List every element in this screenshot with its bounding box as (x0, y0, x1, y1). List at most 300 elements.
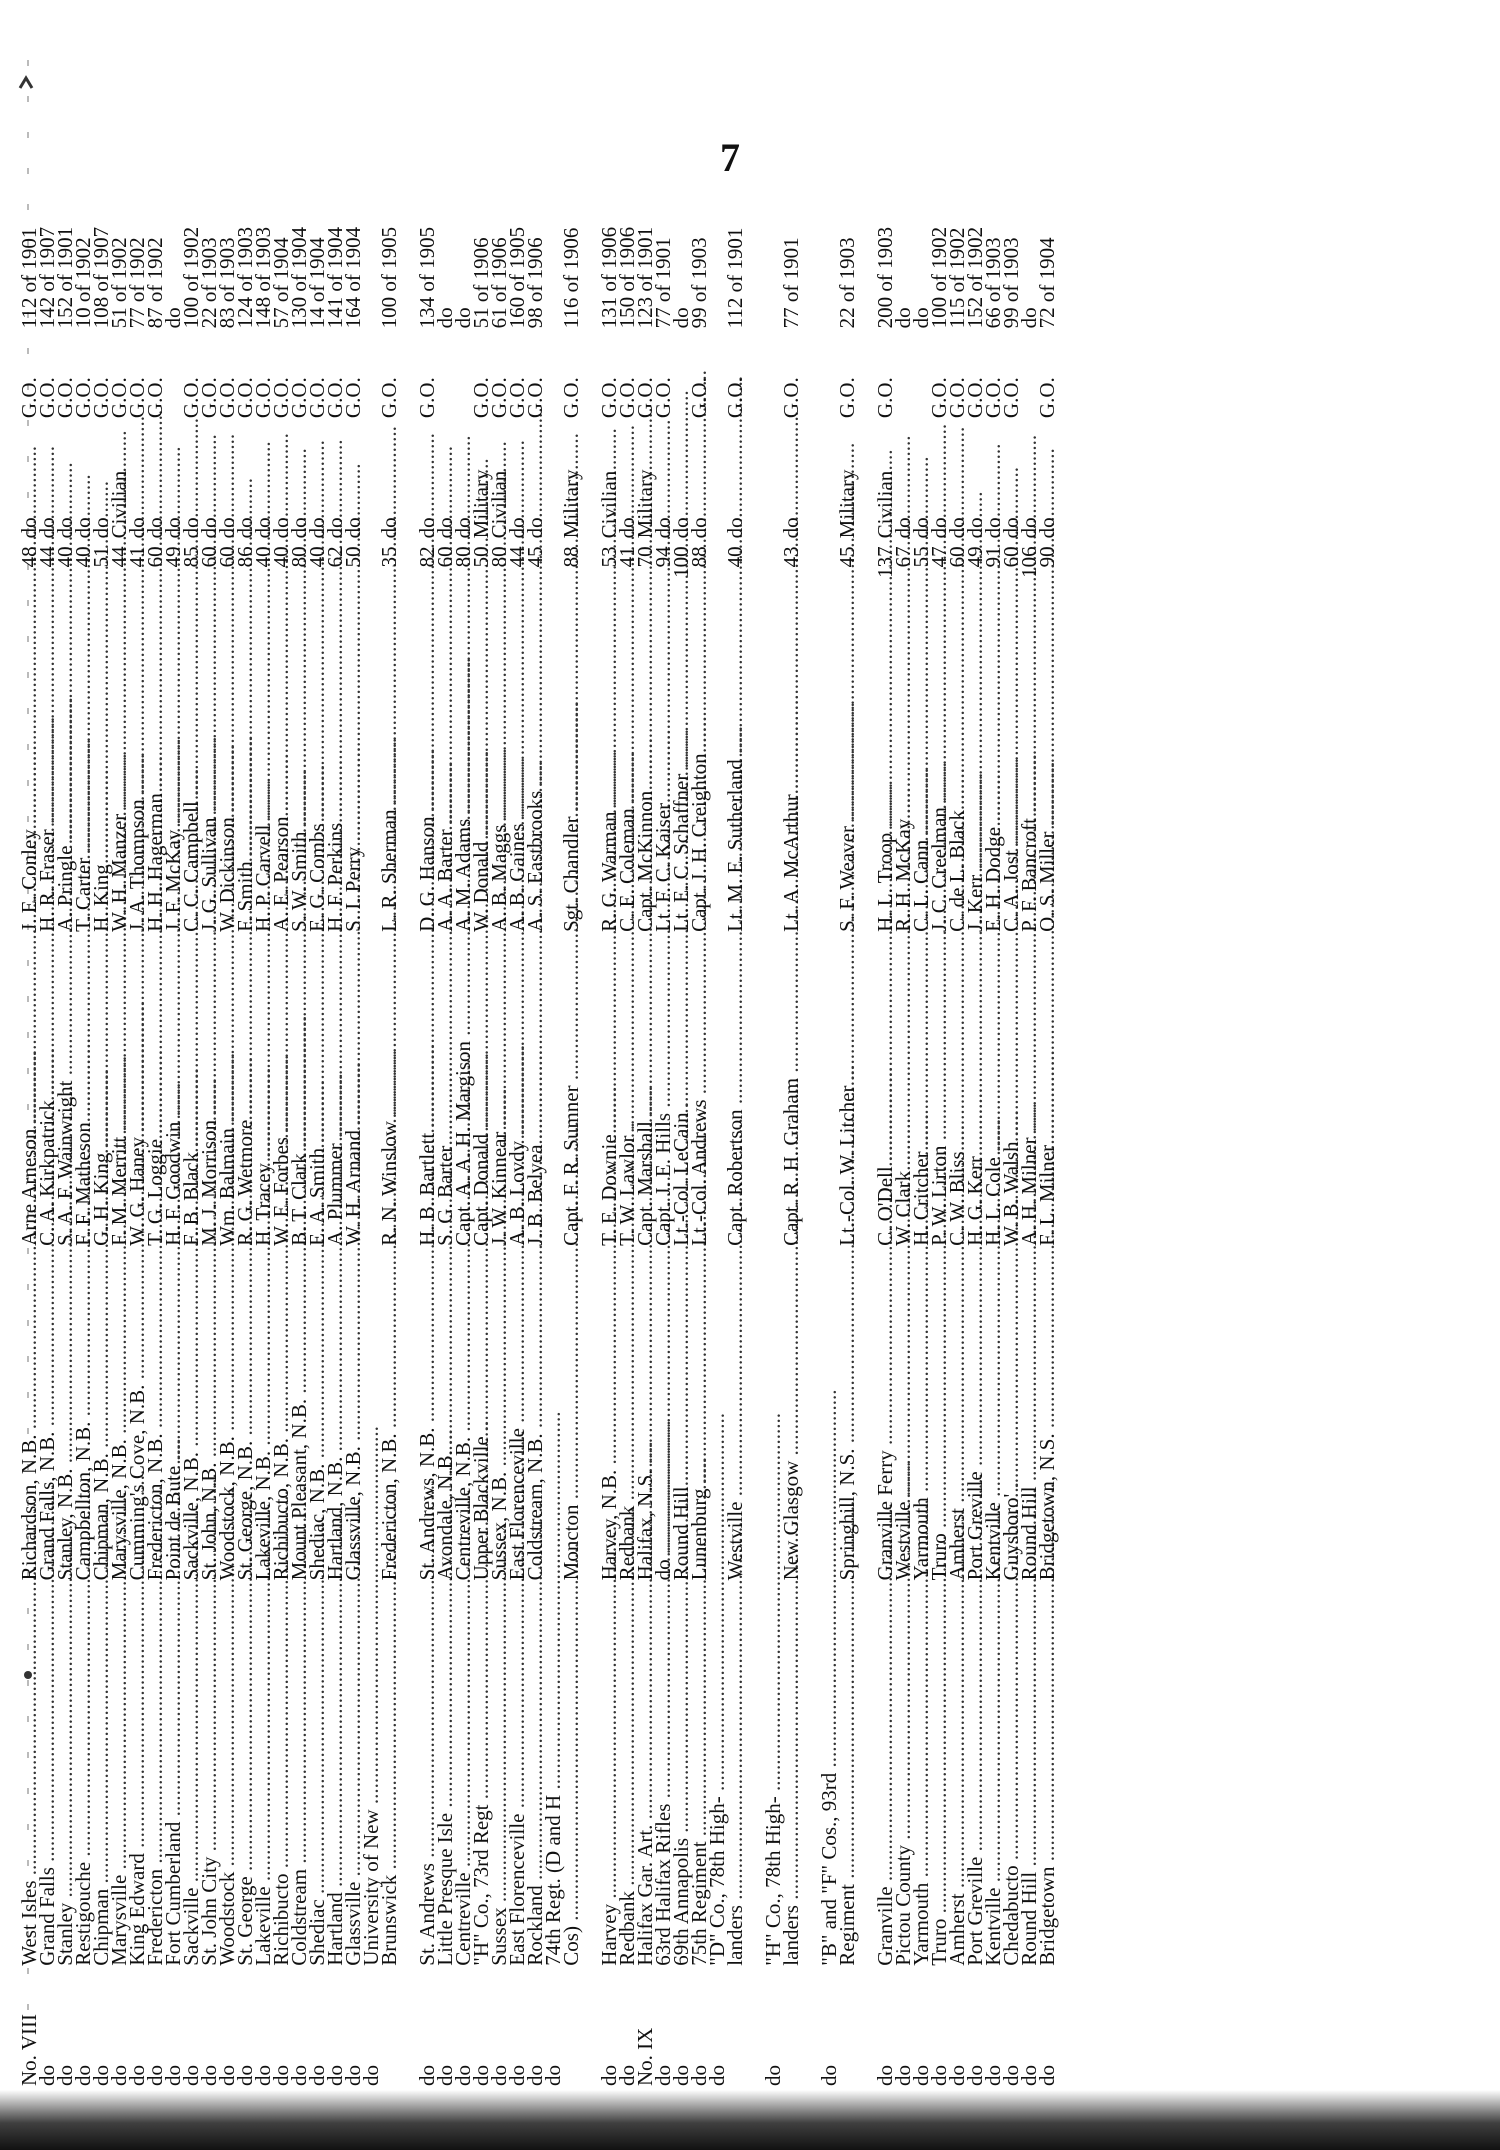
cell-by: B. T. Clark ..... (290, 936, 308, 1250)
cell-place: Stanley, N.B. ..... (56, 1250, 74, 1584)
cell-mem: 91 (981, 546, 1005, 568)
cell-place: Point de Bute ..... (164, 1250, 182, 1584)
cell-name: O. S. Miller ..... (1038, 601, 1056, 935)
cell-class: do (927, 517, 951, 539)
cell-corps: landers ..... (726, 1584, 764, 1969)
cell-corps: 75th Regiment ..... (690, 1584, 708, 1969)
cell-name: Lt. E. C. Schaffner ..... (672, 601, 690, 935)
cell-place: Woodstock, N.B. ..... (218, 1250, 236, 1584)
cell-name: R. H. McKay ..... (894, 601, 912, 935)
cell-go: G.O. (873, 377, 897, 419)
cell-dist: do (817, 2065, 841, 2086)
cell-go: G.O. (633, 377, 657, 419)
cell-corps: Centreville ..... (454, 1584, 472, 1969)
cell-dist: do (53, 2065, 77, 2086)
cell-class: do (161, 517, 185, 539)
cell-dist: do (615, 2065, 639, 2086)
cell-date: 77 of 1901 (779, 237, 803, 329)
cell-place: Coldstream, N.B. ..... (526, 1250, 544, 1584)
cell-name: E. H. Dodge ..... (984, 601, 1002, 935)
cell-class: do (269, 517, 293, 539)
cell-corps: Harvey ..... (600, 1584, 618, 1969)
cell-date: do (1017, 307, 1041, 329)
cell-go: G.O. (107, 377, 131, 419)
cell-by: H. Tracey ..... (254, 936, 272, 1250)
cell-by: W. G. Haney ..... (128, 936, 146, 1250)
cell-dist: do (963, 2065, 987, 2086)
cell-go: G.O. (651, 377, 675, 419)
cell-mem: 40 (269, 546, 293, 568)
cell-name: C. de L. Black ..... (948, 601, 966, 935)
cell-go: G.O. (487, 377, 511, 419)
cell-go: G.O. (215, 377, 239, 419)
cell-by: Lt.-Col. W. Litcher ..... (838, 936, 876, 1250)
cell-corps: Pictou County ..... (894, 1584, 912, 1969)
cell-mem: 85 (179, 546, 203, 568)
cell-date: 77 of 1902 (125, 237, 149, 329)
cell-date: do (451, 307, 475, 329)
cell-date: 116 of 1906 (559, 227, 583, 329)
cell-corps: St. John City ..... (200, 1584, 218, 1969)
cell-dist: do (541, 2065, 565, 2086)
cell-by: J. W. Kinnear ..... (490, 936, 508, 1250)
cell-place: Glassville, N.B. ..... (344, 1250, 362, 1584)
scan-edge-shadow (0, 2090, 1500, 2150)
cell-by: T. G. Loggie ..... (146, 936, 164, 1250)
cell-corps: Chedabucto ..... (1002, 1584, 1020, 1969)
cell-class: do (779, 517, 803, 539)
cell-by: W. H. Arnand ..... (344, 936, 362, 1250)
cell-place: Westville ..... (726, 1250, 764, 1584)
cell-date: 99 of 1903 (999, 237, 1023, 329)
cell-name: P. F. Bancroft ..... (1020, 601, 1038, 935)
cell-mem: 47 (927, 546, 951, 568)
cell-dist: do (651, 2065, 675, 2086)
cell-class: do (433, 517, 457, 539)
cell-name: J. F. McKay ..... (164, 601, 182, 935)
cell-go: G.O. (269, 377, 293, 419)
cell-mem: 82 (415, 546, 439, 568)
cell-corps: "H" Co., 73rd Regt ..... (472, 1584, 490, 1969)
cell-go: G.O. (17, 377, 41, 419)
cell-date: 87 of 1902 (143, 237, 167, 329)
cell-corps: Brunswick ..... (380, 1584, 418, 1969)
cell-mem: 100 (669, 546, 693, 578)
cell-go: G.O. (415, 377, 439, 419)
cell-corps: Amherst ..... (948, 1584, 966, 1969)
cell-go: G.O. (927, 377, 951, 419)
cell-class: Military (559, 469, 583, 539)
cell-dist: do (927, 2065, 951, 2086)
cell-by: A. Plummer ..... (326, 936, 344, 1250)
cell-dist: do (143, 2065, 167, 2086)
cell-date: 108 of 1907 (89, 226, 113, 329)
cell-date: 130 of 1904 (287, 226, 311, 329)
cell-corps: landers ..... (782, 1584, 820, 1969)
cell-date: 160 of 1905 (505, 226, 529, 329)
cell-date: 152 of 1901 (53, 226, 77, 329)
cell-class: do (945, 517, 969, 539)
cell-date: 77 of 1901 (651, 237, 675, 329)
cell-mem: 40 (53, 546, 77, 568)
cell-corps: Yarmouth ..... (912, 1584, 930, 1969)
cell-go: G.O. (615, 377, 639, 419)
cell-date: 83 of 1903 (215, 237, 239, 329)
cell-mem: 43 (779, 546, 803, 568)
cell-dist: do (909, 2065, 933, 2086)
cell-place: East Florenceville ..... (508, 1250, 526, 1584)
cell-date: 61 of 1906 (487, 237, 511, 329)
cell-date: 72 of 1904 (1035, 237, 1059, 329)
cell-corps: Fort Cumberland ..... (164, 1584, 182, 1969)
cell-place: Fredericton, N.B. ..... (380, 1250, 418, 1584)
cell-go: G.O. (35, 377, 59, 419)
cell-go: G.O. (251, 377, 275, 419)
cell-place: Richardson, N.B. ..... (20, 1250, 38, 1584)
cell-name: J. A. Thompson ..... (128, 601, 146, 935)
cell-date: 99 of 1903 (687, 237, 711, 329)
table-row (838, 110, 876, 2090)
cell-mem: 67 (891, 546, 915, 568)
cell-by: H. Critcher ..... (912, 936, 930, 1250)
cell-by: J. B. Belyea ..... (526, 936, 544, 1250)
cell-class: do (251, 517, 275, 539)
cell-by: G. H. King ..... (92, 936, 110, 1250)
cell-corps: St. Andrews ..... (418, 1584, 436, 1969)
cell-by: C. O'Dell ..... (876, 936, 894, 1250)
cell-dist: No. VIII (17, 2014, 41, 2086)
cell-mem: 62 (323, 546, 347, 568)
cell-date: do (669, 307, 693, 329)
cell-mem: 44 (505, 546, 529, 568)
cell-place: Marysville, N.B. ..... (110, 1250, 128, 1584)
cell-date: 200 of 1903 (873, 226, 897, 329)
cell-dist: do (197, 2065, 221, 2086)
cell-class: Civilian (873, 470, 897, 539)
cell-go: G.O. (963, 377, 987, 419)
cell-corps: Glassville ..... (344, 1584, 362, 1969)
cell-date: 142 of 1907 (35, 226, 59, 329)
cell-go: G.O. (945, 377, 969, 419)
cell-dist: do (89, 2065, 113, 2086)
cell-date: 100 of 1902 (179, 226, 203, 329)
cell-place: Harvey, N.B. ..... (600, 1250, 618, 1584)
cell-dist: do (125, 2065, 149, 2086)
table-row (1038, 110, 1056, 2090)
cell-by: Capt. Donald ..... (472, 936, 490, 1250)
cell-dist: do (1017, 2065, 1041, 2086)
cell-date: 148 of 1903 (251, 226, 275, 329)
cell-corps: King Edward ..... (128, 1584, 146, 1969)
cell-place: Round Hill ..... (672, 1250, 690, 1584)
cell-name: W. H. Manzer ..... (110, 601, 128, 935)
cell-mem: 49 (161, 546, 185, 568)
cell-class: Civilian (107, 470, 131, 539)
cell-class: do (341, 517, 365, 539)
cell-corps: Grand Falls ..... (38, 1584, 56, 1969)
cell-corps: Chipman ..... (92, 1584, 110, 1969)
cell-place: Cumming's Cove, N.B. ..... (128, 1250, 146, 1584)
cell-name: J. G. Sullivan ..... (200, 601, 218, 935)
cell-date: 100 of 1905 (377, 226, 401, 329)
table-row (782, 110, 820, 2090)
cell-go: G.O. (469, 377, 493, 419)
cell-date: 51 of 1902 (107, 237, 131, 329)
cell-go: G.O. (287, 377, 311, 419)
cell-class: do (53, 517, 77, 539)
cell-class: Military (835, 469, 859, 539)
cell-dist: do (451, 2065, 475, 2086)
cell-name: H. P. Carvell ..... (254, 601, 272, 935)
cell-go: G.O. (523, 377, 547, 419)
cell-dist: do (505, 2065, 529, 2086)
cell-place: Lakeville, N.B. ..... (254, 1250, 272, 1584)
cell-place: Halifax, N.S. ..... (636, 1250, 654, 1584)
cell-class: do (143, 517, 167, 539)
cell-corps: Bridgetown ..... (1038, 1584, 1056, 1969)
cell-mem: 48 (17, 546, 41, 568)
cell-name: D. G. Hanson ..... (418, 601, 436, 935)
cell-go: G.O. (323, 377, 347, 419)
cell-name: A. M. Adams ..... (454, 601, 472, 935)
cell-mem: 51 (89, 546, 113, 568)
cell-date: 22 of 1903 (197, 237, 221, 329)
cell-corps: Rockland ..... (526, 1584, 544, 1969)
cell-class: Civilian (597, 470, 621, 539)
cell-name: F. Smith ..... (236, 601, 254, 935)
cell-name: A. Pringle ..... (56, 601, 74, 935)
cell-mem: 41 (615, 546, 639, 568)
cell-dist (380, 1970, 418, 2090)
cell-place: Lunenburg ..... (690, 1250, 708, 1584)
cell-class: do (179, 517, 203, 539)
cell-dist: do (269, 2065, 293, 2086)
cell-dist: do (469, 2065, 493, 2086)
cell-corps: West Isles ..... (20, 1584, 38, 1969)
cell-name: Lt. F. C. Kaiser ..... (654, 601, 672, 935)
cell-corps: Woodstock ..... (218, 1584, 236, 1969)
cell-dist: No. IX (633, 2027, 657, 2086)
cell-class: do (723, 517, 747, 539)
cell-go: G.O. (197, 377, 221, 419)
cell-place: do ..... (654, 1250, 672, 1584)
cell-name: C. C. Campbell ..... (182, 601, 200, 935)
cell-date: 152 of 1902 (963, 226, 987, 329)
cell-name: J. Kerr ..... (966, 601, 984, 935)
cell-go: G.O. (341, 377, 365, 419)
cell-name: S. F. Weaver ..... (838, 601, 876, 935)
cell-go: G.O. (125, 377, 149, 419)
cell-dist: do (687, 2065, 711, 2086)
cell-place: Shediac, N.B. ..... (308, 1250, 326, 1584)
cell-corps: Halifax Gar. Art. ..... (636, 1584, 654, 1969)
cell-by: A. B. Lovdy ..... (508, 936, 526, 1250)
cell-mem: 41 (125, 546, 149, 568)
cell-date: 141 of 1904 (323, 226, 347, 329)
cell-date: 22 of 1903 (835, 237, 859, 329)
cell-corps: Shediac ..... (308, 1584, 326, 1969)
cell-by: F. F. Matheson ..... (74, 936, 92, 1250)
cell-corps: "B" and "F" Cos., 93rd ..... (820, 1584, 838, 1969)
cell-class: do (1017, 517, 1041, 539)
cell-corps: 63rd Halifax Rifles ..... (654, 1584, 672, 1969)
cell-dist: do (981, 2065, 1005, 2086)
cell-go: G.O. (233, 377, 257, 419)
cell-place: Fredericton, N.B. ..... (146, 1250, 164, 1584)
cell-mem: 40 (305, 546, 329, 568)
cell-mem: 60 (215, 546, 239, 568)
cell-place: Grand Falls, N.B. ..... (38, 1250, 56, 1584)
cell-mem: 94 (651, 546, 675, 568)
cell-name: C. A. Jost ..... (1002, 601, 1020, 935)
page-number: 7 (720, 135, 740, 180)
cell-class: do (17, 517, 41, 539)
cell-mem: 45 (523, 546, 547, 568)
cell-mem: 86 (233, 546, 257, 568)
cell-class: do (999, 517, 1023, 539)
cell-corps: 74th Regt. (D and H ..... (544, 1584, 562, 1969)
cell-corps: Fredericton ..... (146, 1584, 164, 1969)
cell-mem: 80 (451, 546, 475, 568)
cell-dist: do (487, 2065, 511, 2086)
cell-name: Lt. M. E. Sutherland ..... (726, 601, 764, 935)
cell-dist: do (107, 2065, 131, 2086)
cell-place: Sussex, N.B. ..... (490, 1250, 508, 1584)
cell-dist: do (179, 2065, 203, 2086)
cell-date: 10 of 1902 (71, 237, 95, 329)
cell-dist: do (761, 2065, 785, 2086)
cell-date: 115 of 1902 (945, 227, 969, 329)
cell-dist: do (705, 2065, 729, 2086)
cell-by: H. L. Cole ..... (984, 936, 1002, 1250)
cell-class: do (451, 517, 475, 539)
cell-dist: do (71, 2065, 95, 2086)
cell-date: do (161, 307, 185, 329)
cell-by: M. J. Morrison ..... (200, 936, 218, 1250)
cell-corps: Redbank ..... (618, 1584, 636, 1969)
cell-class: do (233, 517, 257, 539)
cell-name: S. I. Perry ..... (344, 601, 362, 935)
cell-class: Military (633, 469, 657, 539)
cell-dist: do (523, 2065, 547, 2086)
cell-name: Sgt. Chandler ..... (562, 601, 600, 935)
cell-dist: do (341, 2065, 365, 2086)
cell-corps: Marysville ..... (110, 1584, 128, 1969)
table-row (562, 110, 600, 2090)
cell-place: Westville ..... (894, 1250, 912, 1584)
cell-place: New Glasgow ..... (782, 1250, 820, 1584)
cell-by: H. G. Kerr ..... (966, 936, 984, 1250)
cell-mem: 60 (433, 546, 457, 568)
cell-by: W. Clark ..... (894, 936, 912, 1250)
cell-mem: 50 (341, 546, 365, 568)
cell-corps: St. George ..... (236, 1584, 254, 1969)
cell-place: Redbank ..... (618, 1250, 636, 1584)
cell-by: Capt. F. R. Sumner ..... (562, 936, 600, 1250)
cell-mem: 70 (633, 546, 657, 568)
cell-mem: 44 (35, 546, 59, 568)
cell-class: do (377, 517, 401, 539)
cell-corps: East Florenceville ..... (508, 1584, 526, 1969)
cell-place: Yarmouth ..... (912, 1250, 930, 1584)
cell-dist (562, 1970, 600, 2090)
cell-go: G.O. (179, 377, 203, 419)
cell-place: Mount Pleasant, N.B. ..... (290, 1250, 308, 1584)
cell-dist: do (161, 2065, 185, 2086)
cell-date: 112 of 1901 (723, 227, 747, 329)
cell-by: C. A. Kirkpatrick ..... (38, 936, 56, 1250)
cell-place: Centreville, N.B. ..... (454, 1250, 472, 1584)
cell-by: R. N. Winslow ..... (380, 936, 418, 1250)
cell-mem: 88 (687, 546, 711, 568)
cell-place: Amherst ..... (948, 1250, 966, 1584)
cell-name: A. B. Gaines ..... (508, 601, 526, 935)
cell-by: F. B. Black ..... (182, 936, 200, 1250)
cell-by: Arne Arneson ..... (20, 936, 38, 1250)
cell-class: do (215, 517, 239, 539)
cell-go: G.O. (71, 377, 95, 419)
cell-place: Round Hill ..... (1020, 1250, 1038, 1584)
cell-dist: do (305, 2065, 329, 2086)
cell-dist: do (999, 2065, 1023, 2086)
cell-name: H. L. Troop ..... (876, 601, 894, 935)
cell-name: E. G. Combs ..... (308, 601, 326, 935)
cell-date: 98 of 1906 (523, 237, 547, 329)
cell-class: Civilian (487, 470, 511, 539)
cell-go: G.O. (377, 377, 401, 419)
cell-name: H. F. Perkins ..... (326, 601, 344, 935)
cell-corps: Truro ..... (930, 1584, 948, 1969)
cell-date: do (433, 307, 457, 329)
register-table (17, 110, 1059, 2090)
cell-class: do (125, 517, 149, 539)
cell-place: Port Greville ..... (966, 1250, 984, 1584)
cell-corps: Coldstream ..... (290, 1584, 308, 1969)
cell-class: do (323, 517, 347, 539)
cell-corps: University of New ..... (362, 1584, 380, 1969)
cell-mem: 88 (559, 546, 583, 568)
cell-mem: 60 (143, 546, 167, 568)
cell-go: G.O. (779, 377, 803, 419)
cell-date: 14 of 1904 (305, 237, 329, 329)
cell-corps: "H" Co., 78th High- ..... (764, 1584, 782, 1969)
cell-name: W. Donald ..... (472, 601, 490, 935)
cell-go: G.O. (143, 377, 167, 419)
cell-place: St. George, N.B. ..... (236, 1250, 254, 1584)
cell-go: G.O. (53, 377, 77, 419)
cell-corps: Restigouche ..... (74, 1584, 92, 1969)
cell-class: do (669, 517, 693, 539)
cell-corps: Lakeville ..... (254, 1584, 272, 1969)
cell-corps: Granville ..... (876, 1584, 894, 1969)
cell-date: do (891, 307, 915, 329)
cell-name: J. E. Conley ..... (20, 601, 38, 935)
cell-mem: 60 (945, 546, 969, 568)
cell-by: F. L. Milner ..... (1038, 936, 1056, 1250)
cell-name: S. W. Smith ..... (290, 601, 308, 935)
cell-corps: Regiment ..... (838, 1584, 876, 1969)
cell-mem: 53 (597, 546, 621, 568)
cell-dist: do (433, 2065, 457, 2086)
cell-place: Hartland, N.B. ..... (326, 1250, 344, 1584)
cell-corps: Sussex ..... (490, 1584, 508, 1969)
cell-mem: 49 (963, 546, 987, 568)
cell-place: Richibucto, N.B. ..... (272, 1250, 290, 1584)
cell-class: do (963, 517, 987, 539)
cell-corps: Round Hill ..... (1020, 1584, 1038, 1969)
cell-dist: do (323, 2065, 347, 2086)
cell-mem: 137 (873, 546, 897, 578)
